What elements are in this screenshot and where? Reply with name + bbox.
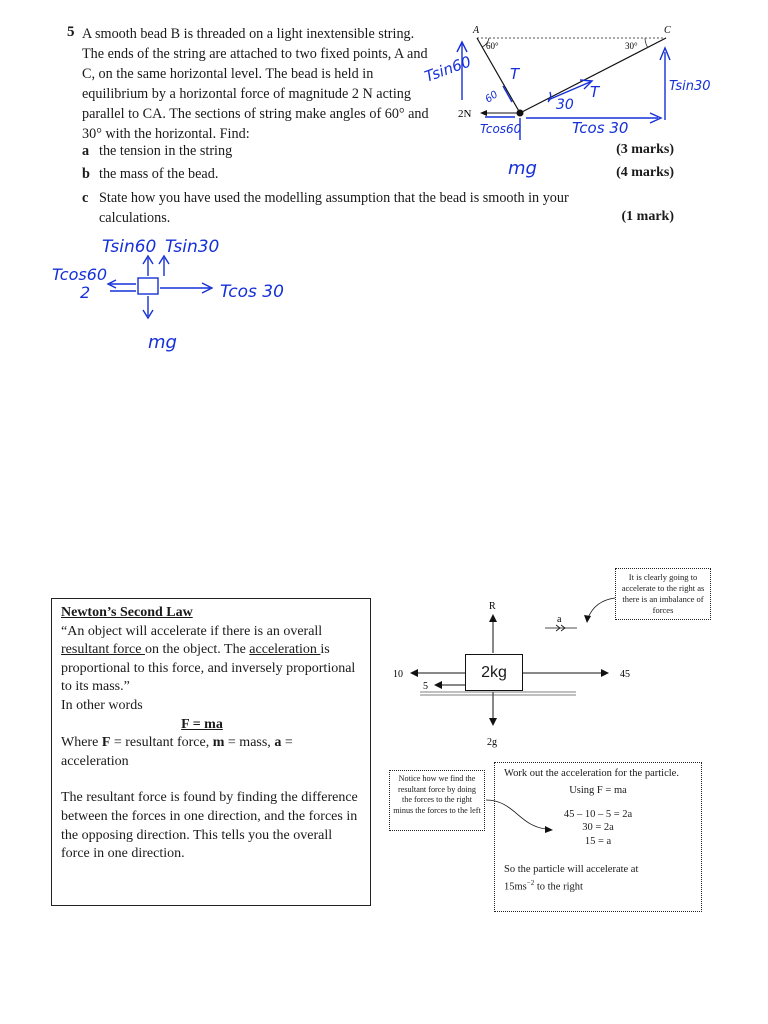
worked-intro: Work out the acceleration for the particle.: [504, 768, 679, 779]
sketch-two: 2: [80, 283, 91, 302]
sketch-tsin30: Tsin30: [165, 237, 220, 257]
worked-conclusion-1: So the particle will accelerate at: [504, 863, 639, 875]
angle-arc-right: [645, 38, 648, 48]
where-3: = mass,: [224, 735, 275, 751]
label-left-10: 10: [393, 669, 403, 680]
hw-mg-diag: mg: [508, 158, 537, 179]
arrowhead-up: [489, 614, 497, 622]
worked-line-1: 45 – 10 – 5 = 2a: [563, 808, 633, 820]
hw-t-right: T: [590, 83, 600, 101]
sketch-mg: mg: [148, 332, 177, 353]
part-a-text: the tension in the string: [99, 143, 233, 159]
hw-arc-30: [548, 92, 551, 102]
worked-conclusion-exponent: −2: [526, 878, 535, 887]
arrowhead-left-10: [410, 669, 418, 677]
bead: [517, 110, 524, 117]
worked-example-box: [494, 762, 702, 912]
string-bc: [520, 38, 666, 113]
part-b-label: b: [82, 166, 90, 182]
newton-box-title: Newton’s Second Law: [61, 605, 193, 620]
in-other-words: In other words: [61, 697, 143, 713]
hw-arrow-t-left: [503, 86, 512, 102]
worked-line-2: 30 = 2a: [582, 822, 614, 834]
sketch-tsin60: Tsin60: [102, 237, 157, 257]
worked-conclusion-value: 15ms: [504, 881, 527, 893]
point-c-label: C: [664, 25, 671, 36]
worked-line-3: 15 = a: [584, 836, 612, 848]
where-4: = acceleration: [61, 735, 293, 769]
question-number: 5: [67, 24, 75, 40]
hw-tsin30-diag: Tsin30: [669, 79, 711, 94]
part-a-marks: (3 marks): [616, 142, 674, 157]
mass-box: 2kg: [465, 654, 523, 691]
arrowhead-left-5: [434, 681, 442, 689]
note-imbalance: It is clearly going to accelerate to the right as there is an imbalance of forces: [615, 568, 711, 620]
angle-right-label: 30°: [625, 41, 638, 51]
m-symbol: m: [212, 735, 225, 751]
label-up: R: [489, 601, 496, 612]
formula: F = ma: [181, 716, 223, 732]
sketch-box: [138, 278, 158, 294]
part-a-label: a: [82, 143, 90, 159]
quote-underlined-acceleration: acceleration: [249, 642, 321, 658]
handwritten-sketch: [40, 228, 360, 368]
question-stem: A smooth bead B is threaded on a light inextensible string. The ends of the string are attached to two fixed points, A and C, on the same horizontal level. The bead is held in equilibrium by a horizontal force of magnitude 2 N acting parallel to CA. The sections of string make angles of 60° and 30° with the horizontal. Find:: [82, 26, 429, 142]
bead-diagram: [0, 0, 768, 240]
part-c-marks: (1 mark): [621, 209, 674, 224]
where-2: = resultant force,: [110, 735, 213, 751]
definitions: [61, 734, 361, 771]
resultant-explanation: The resultant force is found by finding the difference between the forces in one direction, and the forces in the opposing direction. This tells you the overall force in one direction.: [61, 790, 358, 862]
newton-second-law-box: [51, 598, 371, 906]
force-2n-arrowhead: [480, 110, 487, 116]
hw-t-left: T: [510, 65, 520, 83]
where-1: Where: [61, 735, 102, 751]
note-top-pointer: [588, 598, 615, 618]
hw-tcos30-diag: Tcos 30: [572, 119, 629, 137]
quote-part-2: on the object. The: [144, 642, 250, 658]
note-resultant: Notice how we find the resultant force by doing the forces to the right minus the forces to the left: [389, 770, 485, 831]
part-c-text: State how you have used the modelling assumption that the bead is smooth in your calculations.: [99, 190, 569, 226]
worked-conclusion-direction: to the right: [534, 881, 583, 893]
arrowhead-right-45: [601, 669, 609, 677]
sketch-tcos30: Tcos 30: [220, 282, 284, 302]
label-left-5: 5: [423, 681, 428, 692]
newton-quote: [61, 623, 361, 697]
force-2n-label: 2N: [458, 108, 472, 120]
hw-tcos60-diag: Tcos60: [480, 122, 522, 136]
quote-part-1: “An object will accelerate if there is an overall: [61, 623, 323, 639]
part-c-label: c: [82, 190, 89, 206]
hw-angle-30: 30: [556, 97, 574, 113]
sketch-tcos60: Tcos60: [52, 265, 108, 284]
accel-label: a: [557, 614, 562, 625]
label-right-45: 45: [620, 669, 630, 680]
arrowhead-down: [489, 718, 497, 726]
hw-angle-60: 60: [483, 89, 501, 106]
quote-underlined-resultant: resultant force: [61, 642, 145, 658]
part-b-text: the mass of the bead.: [99, 166, 219, 182]
f-symbol: F: [101, 735, 111, 751]
part-b-marks: (4 marks): [616, 165, 674, 180]
point-a-label: A: [473, 25, 480, 36]
quote-part-3: is proportional to this force, and inversely proportional to its mass.”: [61, 642, 356, 695]
hw-tsin60-diag: Tsin60: [422, 52, 474, 86]
label-down: 2g: [487, 737, 497, 748]
angle-left-label: 60°: [486, 41, 499, 51]
worked-conclusion-2: [504, 877, 692, 894]
note-top-pointer-head: [584, 615, 591, 623]
worked-using: Using F = ma: [569, 784, 627, 796]
a-symbol: a: [274, 735, 282, 751]
